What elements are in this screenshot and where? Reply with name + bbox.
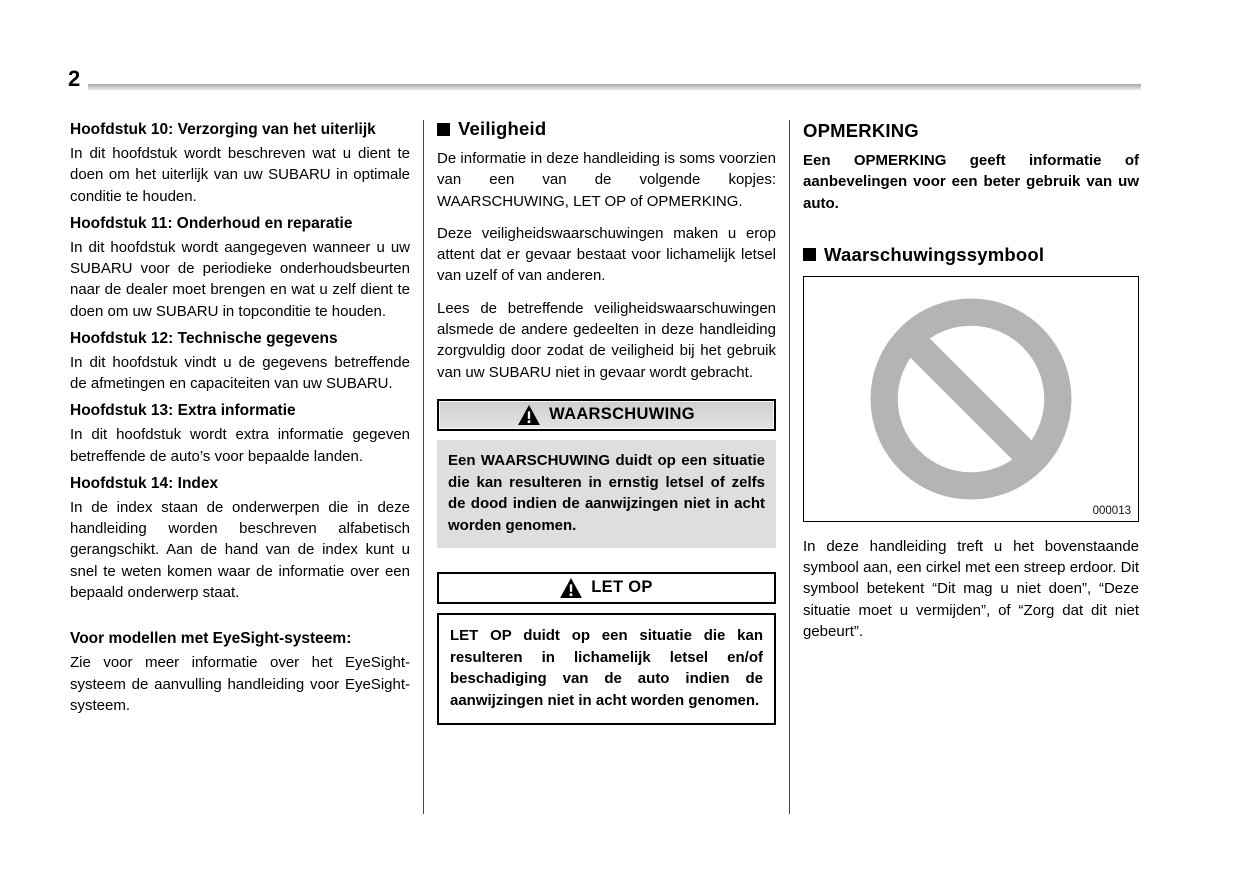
safety-section-title bbox=[437, 118, 776, 140]
chapter-13-body: In dit hoofdstuk wordt extra informatie gegeven betreffende de auto’s voor bepaalde landen. bbox=[70, 426, 410, 465]
chapter-10-heading: Hoofdstuk 10: Verzorging van het uiterlijk bbox=[70, 121, 376, 138]
figure-code: 000013 bbox=[1092, 504, 1131, 517]
safety-paragraph: De informatie in deze handleiding is soms voorzien van een van de volgende kopjes: WAARSCHUWING, LET OP of OPMERKING. bbox=[437, 150, 776, 210]
warning-box-title: WAARSCHUWING bbox=[549, 405, 695, 424]
note-body: Een OPMERKING geeft informatie of aanbevelingen voor een beter gebruik van uw auto. bbox=[803, 152, 1139, 212]
chapter-10-body: In dit hoofdstuk wordt beschreven wat u dient te doen om het uiterlijk van uw SUBARU in optimale conditie te houden. bbox=[70, 144, 410, 205]
chapter-14-heading: Hoofdstuk 14: Index bbox=[70, 474, 219, 492]
symbol-section-title bbox=[803, 244, 1139, 266]
warning-box-header bbox=[437, 399, 776, 431]
warning-box-body: Een WAARSCHUWING duidt op een situatie die kan resulteren in ernstig letsel of zelfs de dood indien de aanwijzingen niet in acht worden genomen. bbox=[437, 440, 776, 548]
caution-box-title: LET OP bbox=[591, 578, 653, 597]
caution-box-body: LET OP duidt op een situatie die kan resulteren in lichamelijk letsel en/of beschadiging van de auto indien de aanwijzingen niet in acht worden genomen. bbox=[437, 613, 776, 725]
square-bullet-icon bbox=[437, 123, 450, 136]
page-number: 2 bbox=[68, 66, 81, 91]
safety-paragraph: Deze veiligheidswaarschuwingen maken u erop attent dat er gevaar bestaat voor lichamelijk letsel van uzelf of van anderen. bbox=[437, 224, 776, 285]
warning-icon bbox=[560, 578, 582, 598]
content-columns bbox=[70, 118, 1141, 814]
eyesight-heading: Voor modellen met EyeSight-systeem: bbox=[70, 630, 352, 648]
square-bullet-icon bbox=[803, 248, 816, 261]
middle-column bbox=[437, 118, 776, 814]
chapter-13-heading: Hoofdstuk 13: Extra informatie bbox=[70, 402, 296, 420]
safety-section-title-text: Veiligheid bbox=[458, 118, 547, 139]
top-rule bbox=[88, 84, 1141, 90]
left-column bbox=[70, 118, 410, 814]
prohibition-figure bbox=[803, 276, 1139, 522]
eyesight-body: Zie voor meer informatie over het EyeSight-systeem de aanvulling handleiding voor EyeSight-systeem. bbox=[70, 654, 410, 714]
chapter-14-body: In de index staan de onderwerpen die in deze handleiding worden beschreven alfabetisch gerangschikt. Aan de hand van de index kunt u snel te weten komen waar de informatie over een bepaald onderwerp staat. bbox=[70, 498, 410, 602]
right-column bbox=[803, 118, 1139, 814]
chapter-12-body: In dit hoofdstuk vindt u de gegevens betreffende de afmetingen en capaciteiten van uw SUBARU. bbox=[70, 353, 410, 393]
symbol-description: In deze handleiding treft u het bovenstaande symbool aan, een cirkel met een streep erdoor. Dit symbool betekent “Dit mag u niet doen”, “Deze situatie moet u vermijden”, of “Zorg dat dit niet gebeurt”. bbox=[803, 537, 1139, 641]
safety-paragraph: Lees de betreffende veiligheidswaarschuwingen alsmede de andere gedeelten in deze handleiding zorgvuldig door zodat de veiligheid bij het gebruik van uw SUBARU niet in gevaar wordt gebracht. bbox=[437, 299, 776, 381]
warning-icon bbox=[518, 405, 540, 425]
prohibition-icon bbox=[870, 298, 1072, 500]
column-divider bbox=[789, 120, 790, 814]
column-divider bbox=[423, 120, 424, 814]
chapter-11-heading: Hoofdstuk 11: Onderhoud en reparatie bbox=[70, 214, 353, 232]
chapter-12-heading: Hoofdstuk 12: Technische gegevens bbox=[70, 329, 338, 347]
caution-box-header bbox=[437, 572, 776, 604]
symbol-section-title-text: Waarschuwingssymbool bbox=[824, 243, 1045, 265]
note-title: OPMERKING bbox=[803, 120, 919, 141]
chapter-11-body: In dit hoofdstuk wordt aangegeven wanneer u uw SUBARU voor de periodieke onderhoudsbeurten naar de dealer moet brengen en wat u zelf dient te doen om uw SUBARU in topconditie te houden. bbox=[70, 238, 410, 320]
